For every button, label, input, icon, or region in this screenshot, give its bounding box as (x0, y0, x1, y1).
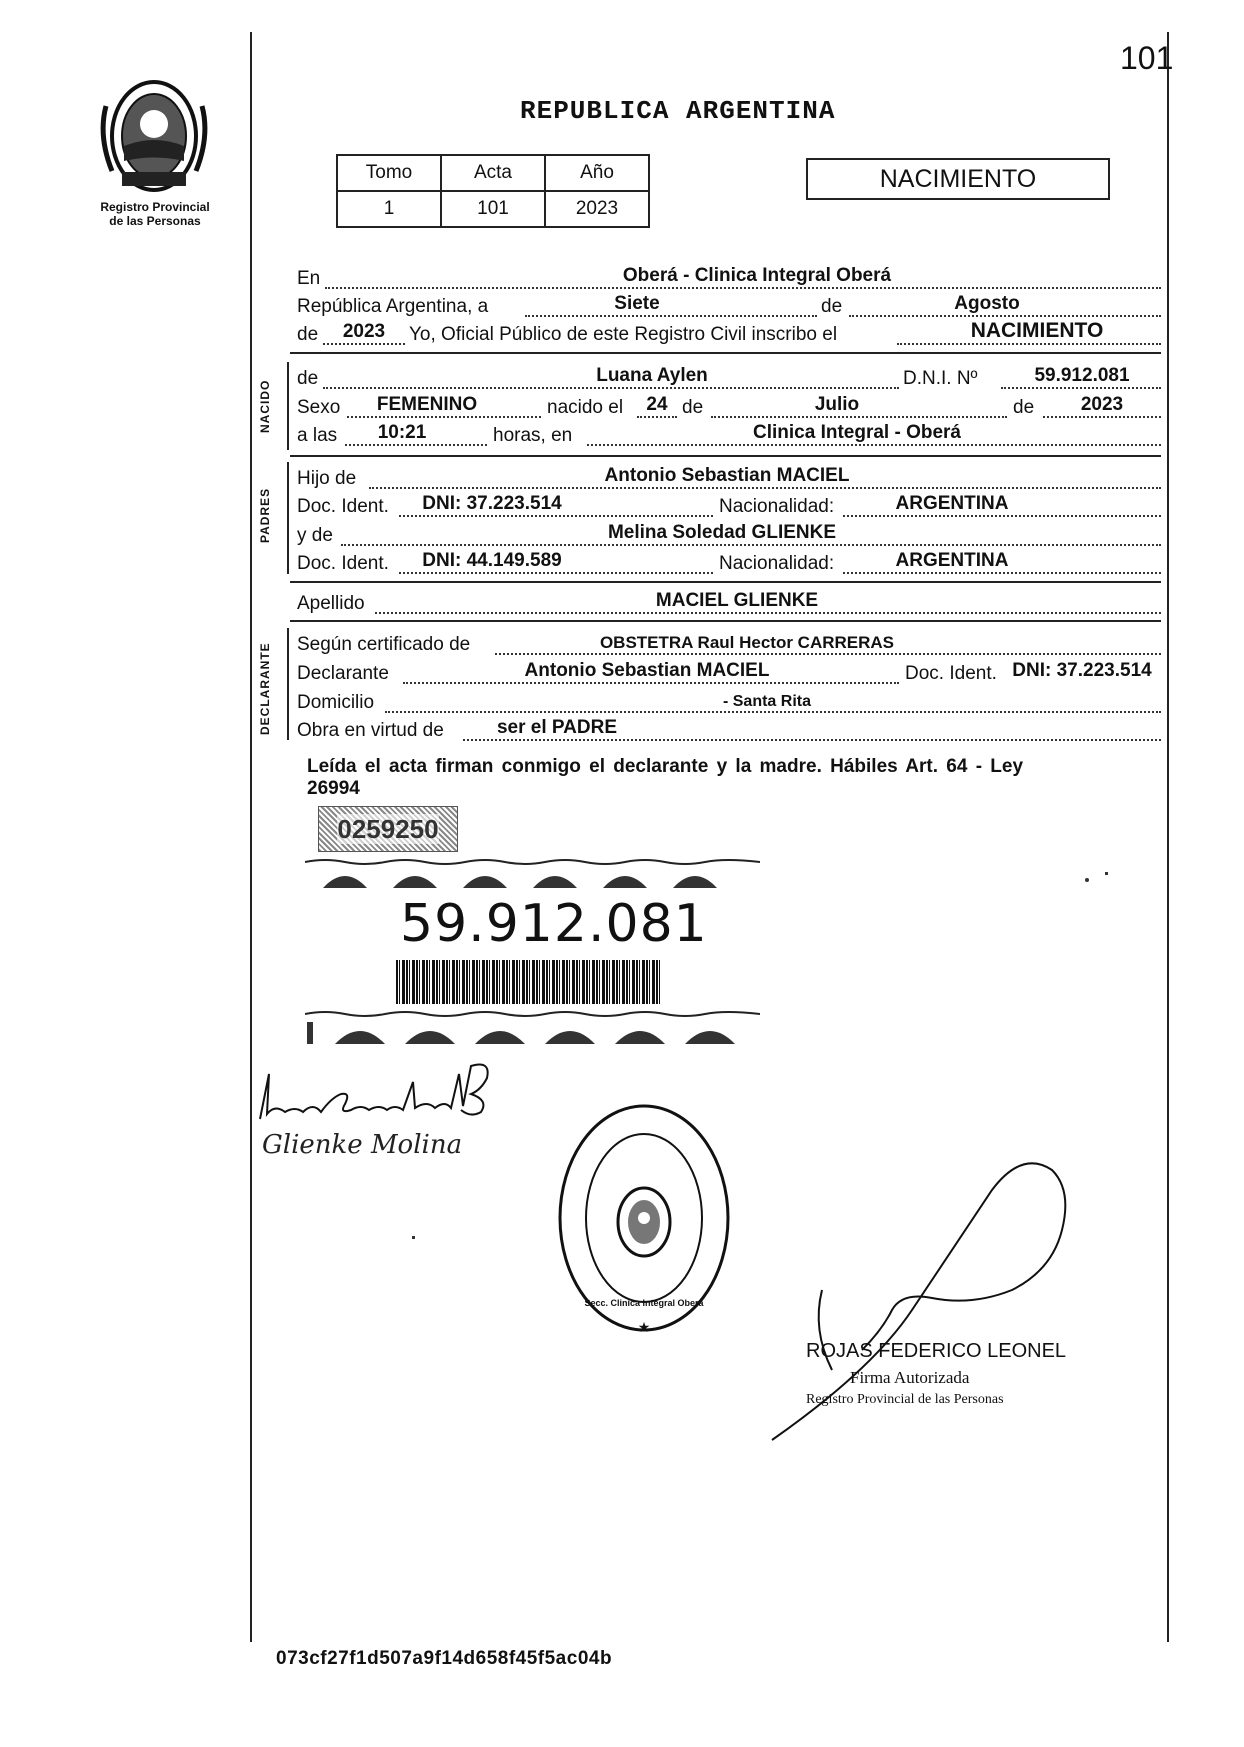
bracket (287, 628, 289, 740)
rep-label: República Argentina, a (297, 296, 489, 317)
registry-line-1: Registro Provincial (100, 200, 210, 214)
security-code-stamp (318, 806, 458, 852)
provincial-seal-icon (94, 76, 214, 196)
dots (463, 739, 1161, 741)
dots (637, 416, 677, 418)
dots (495, 653, 1161, 655)
dots (897, 343, 1161, 345)
row-madre (297, 521, 1161, 549)
svg-text:★: ★ (637, 1319, 651, 1334)
section-nacido-label: NACIDO (258, 379, 272, 433)
registry-name (78, 200, 232, 228)
padre-doc-label: Doc. Ident. (297, 496, 389, 517)
dots (325, 287, 1161, 289)
dots (843, 515, 1161, 517)
dots (849, 315, 1161, 317)
dots (323, 343, 405, 345)
horas-label: horas, en (493, 425, 573, 446)
nombre-de-label: de (297, 368, 319, 389)
madre-signature: Glienke Molina (262, 1130, 463, 1160)
mes-value: Agosto (954, 293, 1020, 314)
sexo-label: Sexo (297, 397, 341, 418)
de2-label: de (297, 324, 319, 345)
nombre-value: Luana Aylen (596, 365, 708, 386)
hijo-label: Hijo de (297, 468, 357, 489)
decl-doc-value: DNI: 37.223.514 (1012, 660, 1152, 681)
oficial-name: ROJAS FEDERICO LEONEL (806, 1340, 1066, 1362)
declarante-signature-icon (255, 1054, 555, 1124)
row-republica (297, 292, 1161, 320)
dots (385, 711, 1161, 713)
padre-doc-value: DNI: 37.223.514 (422, 493, 562, 514)
oficial-org: Registro Provincial de las Personas (806, 1392, 1004, 1407)
dots (399, 572, 713, 574)
obra-label: Obra en virtud de (297, 720, 444, 741)
nacido-anio: 2023 (1080, 394, 1124, 415)
dni-value: 59.912.081 (1034, 365, 1130, 386)
row-padre (297, 464, 1161, 492)
hline (290, 352, 1161, 354)
decl-doc-label: Doc. Ident. (905, 663, 997, 684)
apellido-value: MACIEL GLIENKE (655, 590, 819, 611)
a-las-label: a las (297, 425, 338, 446)
apellido-label: Apellido (297, 593, 365, 614)
nacido-label: nacido el (547, 397, 624, 418)
obra-value: ser el PADRE (496, 717, 618, 738)
delegation-seal (556, 1102, 732, 1334)
row-nombre (297, 364, 1161, 392)
row-certificado (297, 630, 1161, 658)
yo-text: Yo, Oficial Público de este Registro Civil inscribo el (409, 324, 838, 345)
dom-value: - Santa Rita (722, 693, 811, 710)
inscribo-value: NACIMIENTO (970, 319, 1104, 342)
dots (347, 416, 541, 418)
madre-doc-value: DNI: 44.149.589 (422, 550, 562, 571)
decorative-strip-bottom-icon (305, 1010, 760, 1044)
dots (341, 544, 1161, 546)
table-header-anio: Año (545, 155, 649, 191)
bracket (287, 462, 289, 574)
leida-line-2: 26994 (307, 778, 360, 799)
dots (711, 416, 1007, 418)
row-anio (297, 320, 1161, 348)
stray-mark (1105, 872, 1108, 875)
seal-inner-text: Secc. Clinica Integral Oberá (584, 1298, 704, 1308)
leida-line-1: Leída el acta firman conmigo el declarante y la madre. Hábiles Art. 64 - Ley (307, 756, 1024, 777)
dots (323, 387, 899, 389)
nacido-dia: 24 (646, 394, 668, 415)
decl-value: Antonio Sebastian MACIEL (524, 660, 770, 681)
tomo-acta-table (336, 154, 650, 228)
stray-mark (412, 1236, 415, 1239)
row-apellido (297, 589, 1161, 617)
padre-nac-label: Nacionalidad: (719, 496, 835, 517)
cert-label: Según certificado de (297, 634, 471, 655)
cert-value: OBSTETRA Raul Hector CARRERAS (599, 633, 895, 652)
hline (290, 455, 1161, 457)
row-obra (297, 716, 1161, 744)
yde-label: y de (297, 525, 333, 546)
leida-text (307, 756, 1157, 800)
stray-mark (1085, 878, 1089, 882)
madre-nac-label: Nacionalidad: (719, 553, 835, 574)
hora-value: 10:21 (377, 422, 427, 443)
section-declarante-label: DECLARANTE (258, 642, 272, 735)
madre-nac-value: ARGENTINA (895, 550, 1009, 571)
document-hash: 073cf27f1d507a9f14d658f45f5ac04b (276, 1648, 613, 1669)
bracket (287, 362, 289, 450)
dots (525, 315, 817, 317)
dni-label: D.N.I. Nº (903, 368, 978, 389)
table-value-tomo: 1 (337, 191, 441, 227)
row-declarante (297, 659, 1161, 687)
page-number: 101 (1120, 40, 1174, 76)
table-value-anio: 2023 (545, 191, 649, 227)
security-code-value: 0259250 (337, 814, 439, 844)
dots (587, 444, 1161, 446)
dots (399, 515, 713, 517)
right-margin-line (1167, 32, 1169, 1642)
left-margin-line (250, 32, 252, 1642)
dots (375, 612, 1161, 614)
table-header-acta: Acta (441, 155, 545, 191)
nacido-de3-label: de (1013, 397, 1035, 418)
row-domicilio (297, 688, 1161, 716)
decl-label: Declarante (297, 663, 389, 684)
dots (369, 487, 1161, 489)
seal-ring-text (556, 1206, 732, 1207)
row-padre-doc (297, 492, 1161, 520)
row-sexo (297, 393, 1161, 421)
registry-line-2: de las Personas (109, 214, 201, 228)
doc-type-box (806, 158, 1110, 200)
madre-value: Melina Soledad GLIENKE (607, 522, 837, 543)
table-header-tomo: Tomo (337, 155, 441, 191)
madre-doc-label: Doc. Ident. (297, 553, 389, 574)
hline (290, 620, 1161, 622)
nacido-mes: Julio (814, 394, 860, 415)
anio-value: 2023 (342, 321, 386, 342)
dots (1043, 416, 1161, 418)
oficial-role: Firma Autorizada (850, 1368, 970, 1387)
dots (843, 572, 1161, 574)
row-en (297, 264, 1161, 292)
padre-value: Antonio Sebastian MACIEL (604, 465, 850, 486)
sexo-value: FEMENINO (376, 394, 478, 415)
en-label: En (297, 268, 321, 289)
lugar-value: Clinica Integral - Oberá (753, 422, 961, 443)
dom-label: Domicilio (297, 692, 375, 713)
padre-nac-value: ARGENTINA (895, 493, 1009, 514)
dots (1001, 387, 1161, 389)
dia-value: Siete (614, 293, 660, 314)
nacido-de-label: de (682, 397, 704, 418)
barcode-icon (396, 960, 660, 1004)
en-value: Oberá - Clinica Integral Oberá (622, 265, 892, 286)
de-label: de (821, 296, 843, 317)
row-madre-doc (297, 549, 1161, 577)
big-dni-number: 59.912.081 (400, 894, 708, 954)
page-title: REPUBLICA ARGENTINA (520, 96, 836, 126)
dots (403, 682, 899, 684)
dots (345, 444, 487, 446)
row-hora (297, 421, 1161, 449)
decorative-strip-top-icon (305, 858, 760, 888)
hline (290, 581, 1161, 583)
doc-type-label: NACIMIENTO (879, 165, 1037, 193)
section-padres-label: PADRES (258, 487, 272, 543)
table-value-acta: 101 (441, 191, 545, 227)
